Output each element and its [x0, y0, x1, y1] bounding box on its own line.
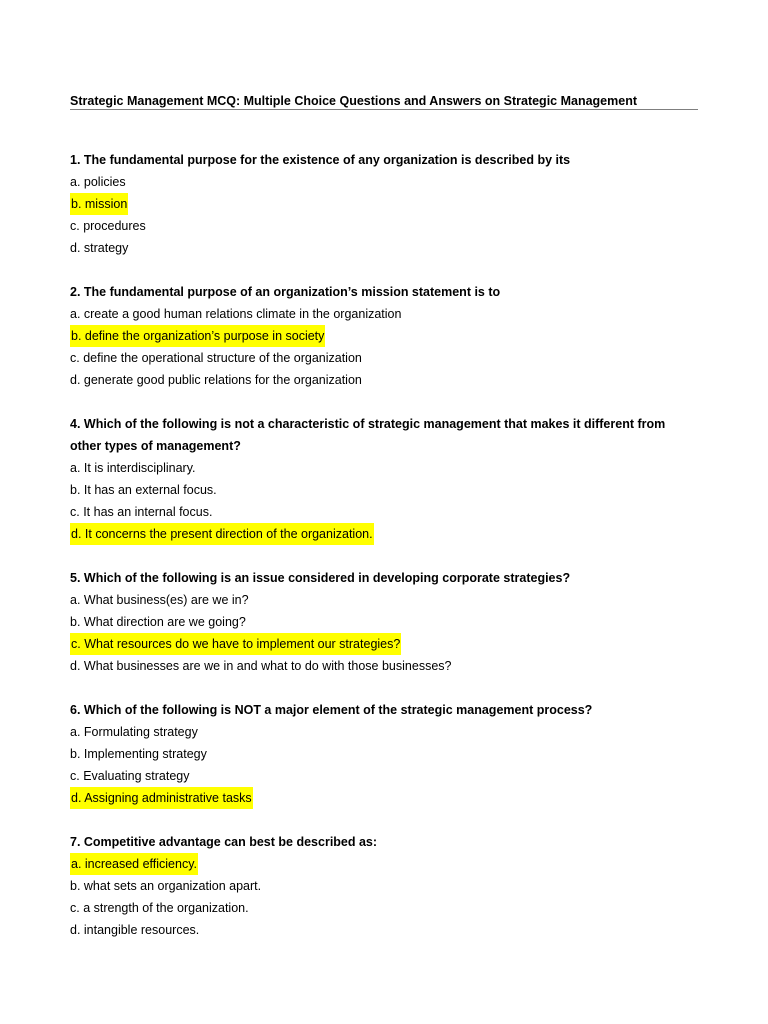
option-text: c. procedures [70, 219, 146, 233]
option-text: d. generate good public relations for the organization [70, 373, 362, 387]
option-text: a. Formulating strategy [70, 725, 198, 739]
question-2 [70, 281, 690, 391]
highlighted-answer: b. define the organization’s purpose in society [70, 325, 325, 347]
option-c [70, 765, 690, 787]
option-d-answer [70, 523, 690, 545]
option-text: d. What businesses are we in and what to do with those businesses? [70, 659, 452, 673]
option-d [70, 369, 690, 391]
question-text: 1. The fundamental purpose for the existence of any organization is described by its [70, 153, 571, 167]
option-text: a. What business(es) are we in? [70, 593, 249, 607]
highlighted-answer: c. What resources do we have to implement our strategies? [70, 633, 401, 655]
option-text: b. Implementing strategy [70, 747, 207, 761]
option-d [70, 655, 690, 677]
highlighted-answer: b. mission [70, 193, 128, 215]
highlighted-answer: a. increased efficiency. [70, 853, 198, 875]
question-text: 7. Competitive advantage can best be described as: [70, 835, 378, 849]
option-text: b. What direction are we going? [70, 615, 246, 629]
option-b [70, 743, 690, 765]
document-title: Strategic Management MCQ: Multiple Choice Questions and Answers on Strategic Management [70, 94, 637, 108]
title-underline [70, 109, 698, 110]
option-text: d. intangible resources. [70, 923, 200, 937]
option-text: c. Evaluating strategy [70, 769, 190, 783]
option-text: c. It has an internal focus. [70, 505, 213, 519]
option-b-answer [70, 325, 690, 347]
option-d-answer [70, 787, 690, 809]
option-c [70, 897, 690, 919]
option-d [70, 237, 690, 259]
option-a [70, 171, 690, 193]
question-list [70, 149, 690, 963]
option-a [70, 457, 690, 479]
option-text: c. define the operational structure of the organization [70, 351, 362, 365]
highlighted-answer: d. It concerns the present direction of the organization. [70, 523, 374, 545]
option-b [70, 875, 690, 897]
highlighted-answer: d. Assigning administrative tasks [70, 787, 253, 809]
question-4 [70, 413, 690, 545]
question-text: 2. The fundamental purpose of an organization’s mission statement is to [70, 285, 501, 299]
option-b [70, 611, 690, 633]
question-1 [70, 149, 690, 259]
question-text: 6. Which of the following is NOT a major element of the strategic management process? [70, 703, 593, 717]
question-text: 5. Which of the following is an issue considered in developing corporate strategies? [70, 571, 571, 585]
option-text: a. policies [70, 175, 126, 189]
option-a [70, 721, 690, 743]
option-c [70, 347, 690, 369]
question-text: 4. Which of the following is not a characteristic of strategic management that makes it different from other types of management? [70, 417, 666, 453]
question-6 [70, 699, 690, 809]
option-b [70, 479, 690, 501]
option-text: a. create a good human relations climate in the organization [70, 307, 402, 321]
option-text: b. what sets an organization apart. [70, 879, 262, 893]
option-b-answer [70, 193, 690, 215]
question-5 [70, 567, 690, 677]
option-a [70, 589, 690, 611]
option-c [70, 215, 690, 237]
option-text: a. It is interdisciplinary. [70, 461, 196, 475]
option-d [70, 919, 690, 941]
option-a [70, 303, 690, 325]
option-a-answer [70, 853, 690, 875]
option-text: d. strategy [70, 241, 129, 255]
question-7 [70, 831, 690, 941]
option-text: b. It has an external focus. [70, 483, 217, 497]
option-c-answer [70, 633, 690, 655]
option-c [70, 501, 690, 523]
option-text: c. a strength of the organization. [70, 901, 249, 915]
